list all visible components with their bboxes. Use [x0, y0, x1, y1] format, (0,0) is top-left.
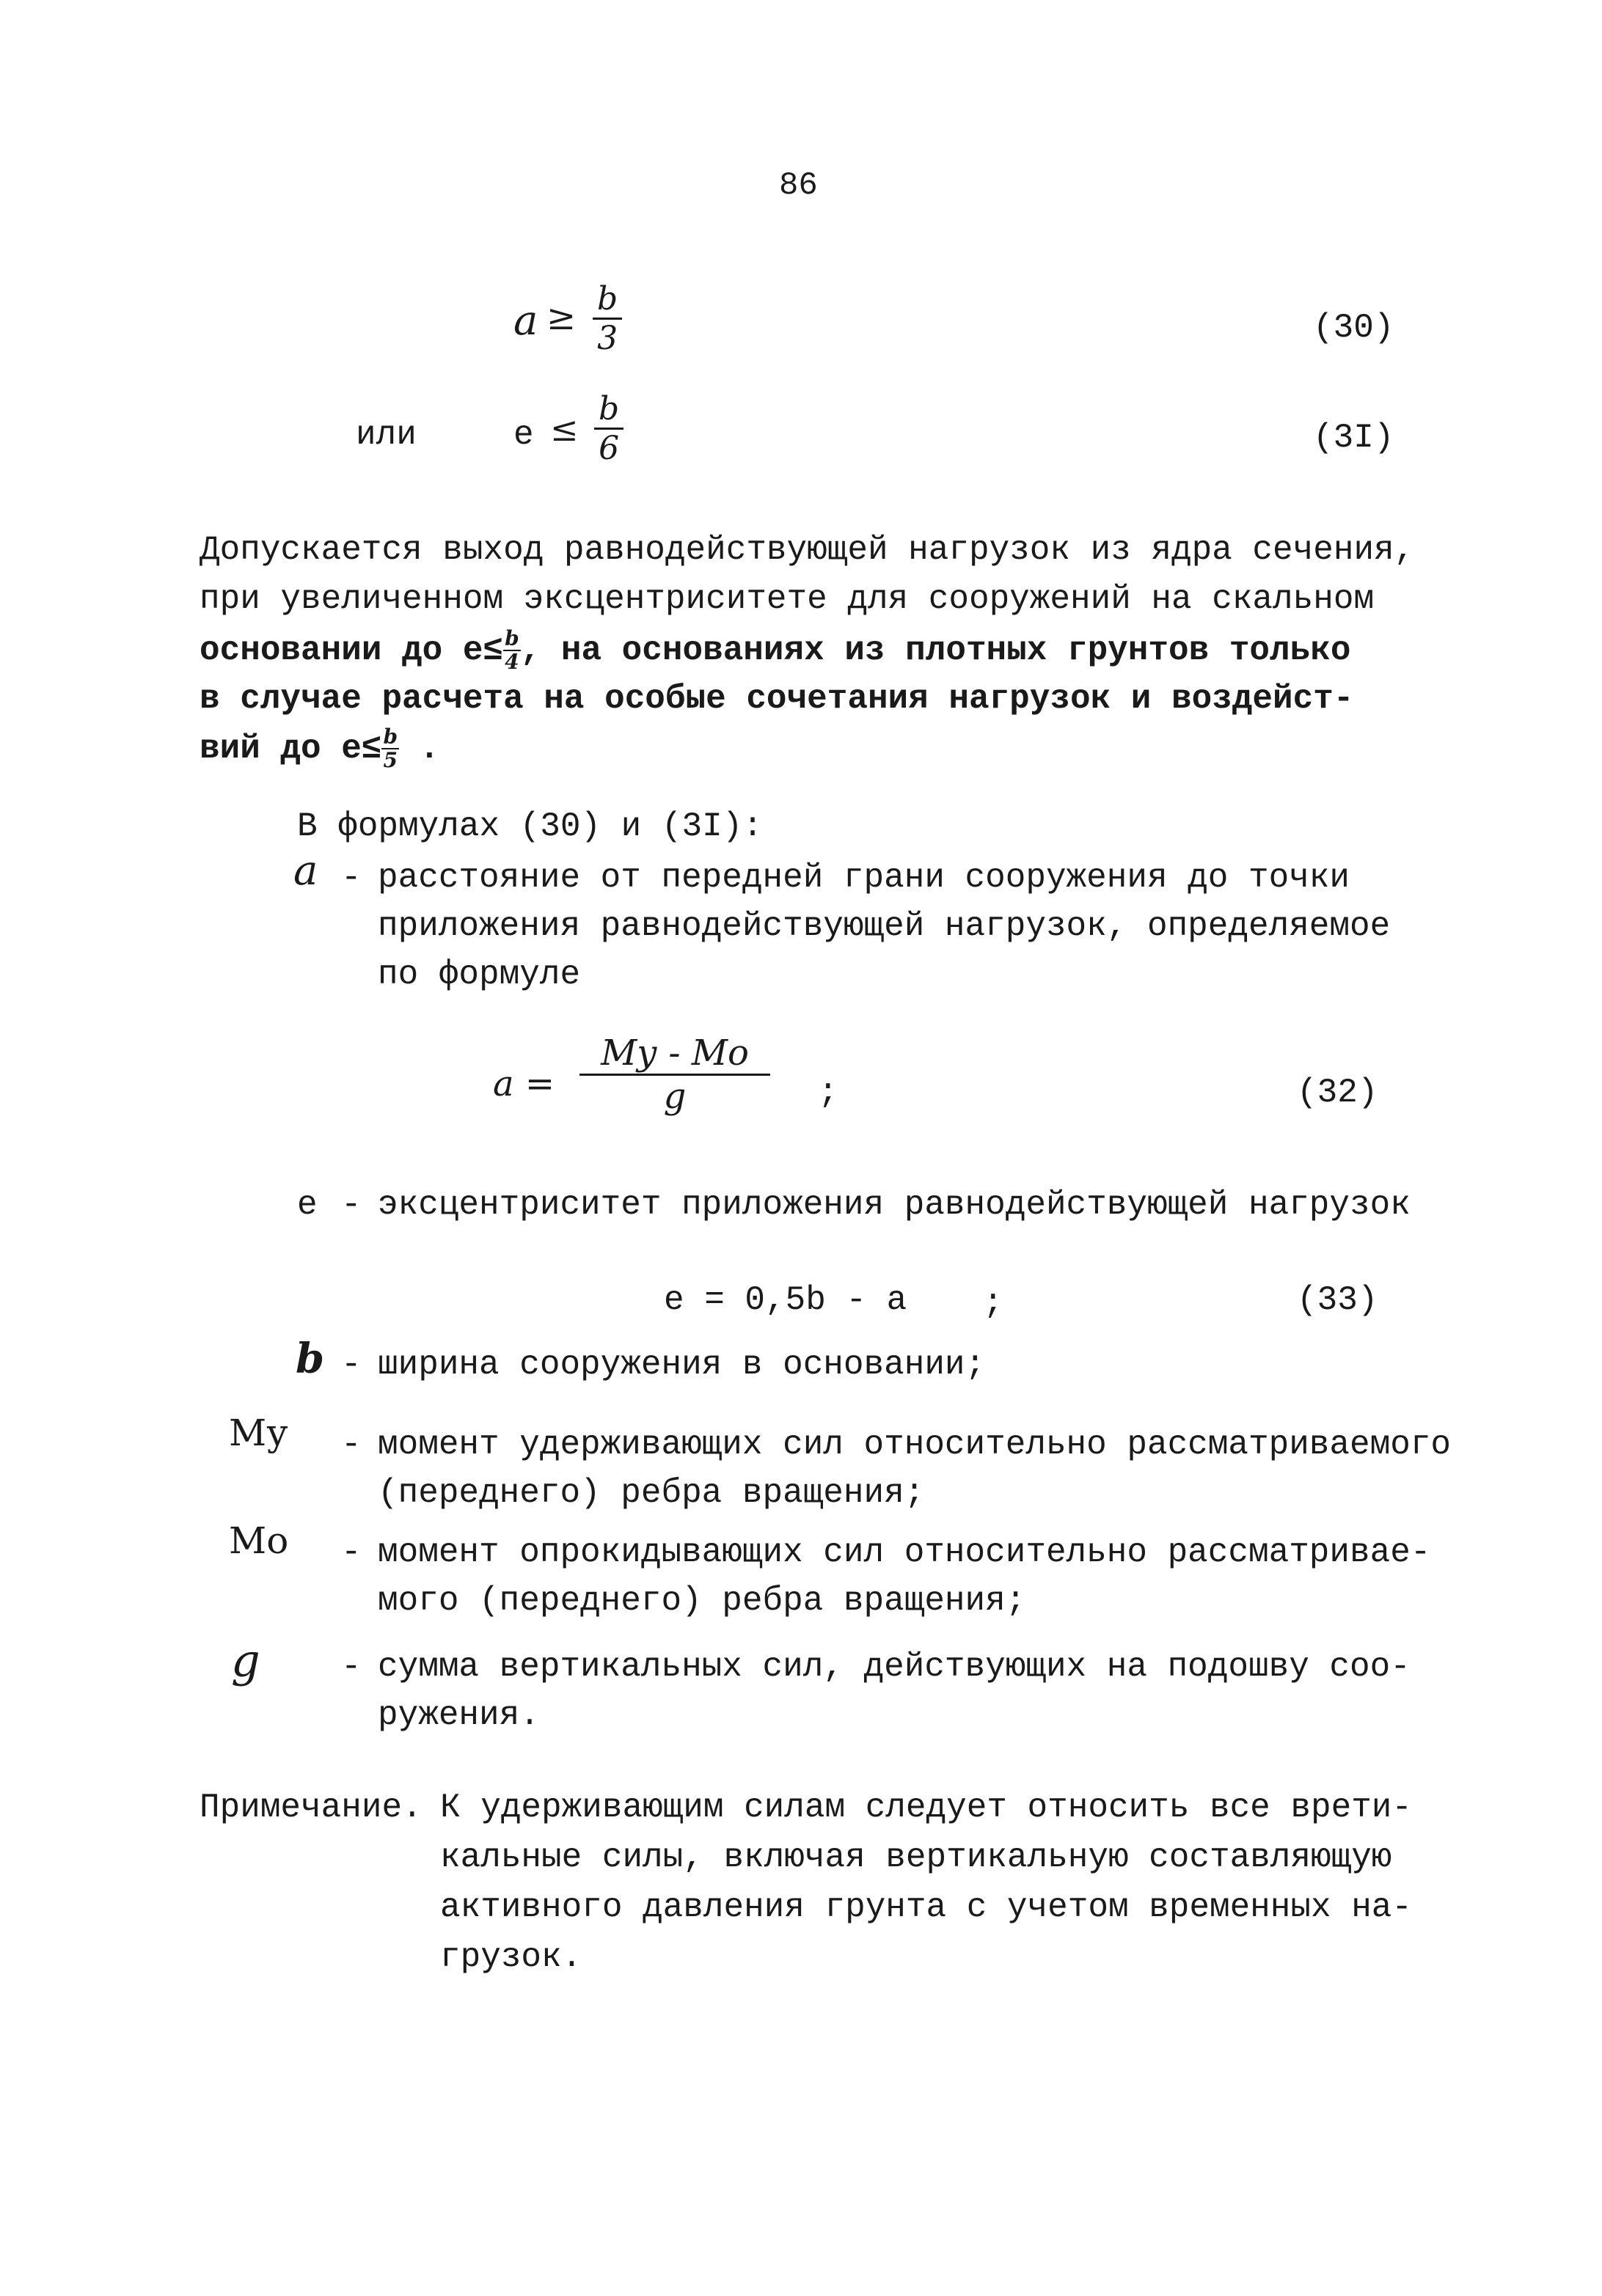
formula-31-fraction [594, 390, 623, 467]
definition-g-symbol: g [231, 1634, 260, 1687]
formula-32-denominator: g [663, 1076, 687, 1117]
definition-a-symbol: a [293, 847, 318, 895]
formula-33-tag: (33) [1297, 1281, 1378, 1319]
definition-e-dash: - [341, 1186, 362, 1224]
definition-g-dash: - [341, 1648, 362, 1686]
definition-mo-symbol: Mо [229, 1519, 289, 1562]
paragraph-line-2: при увеличенном эксцентриситете для сооружений на скальном [200, 580, 1375, 618]
definition-a-line-3: по формуле [378, 956, 581, 994]
formulas-intro: В формулах (30) и (3I): [297, 807, 763, 846]
paragraph-line-3-start: основании до e≤ [200, 631, 504, 670]
note-line-4: грузок. [440, 1938, 582, 1976]
formula-33-expression: e = 0,5b - a [664, 1281, 907, 1319]
note-label: Примечание. [200, 1789, 423, 1827]
formula-33-semicolon: ; [983, 1284, 1003, 1322]
note-line-3: активного давления грунта с учетом временных на- [440, 1888, 1413, 1926]
formula-32-tag: (32) [1297, 1074, 1378, 1112]
formula-32-numerator: Mу - Mо [579, 1033, 770, 1076]
definition-g-line-2: ружения. [378, 1696, 540, 1734]
definition-a-dash: - [341, 859, 362, 897]
note-line-1: К удерживающим силам следует относить все врети- [440, 1789, 1413, 1827]
definition-e-symbol: e [297, 1186, 318, 1224]
paragraph-line-3 [200, 625, 1350, 676]
paragraph-line-1: Допускается выход равнодействующей нагрузок из ядра сечения, [200, 531, 1415, 569]
definition-my-symbol: Mу [229, 1412, 288, 1454]
formula-31-lhs: e [513, 416, 534, 454]
formula-30-tag: (30) [1313, 309, 1394, 347]
definition-e-text: эксцентриситет приложения равнодействующей нагрузок [378, 1186, 1411, 1224]
formula-31-numerator: b [594, 390, 623, 430]
formula-30-fraction [593, 280, 622, 357]
definition-mo-dash: - [341, 1533, 362, 1571]
paragraph-line-4: в случае расчета на особые сочетания нагрузок и воздейст- [200, 680, 1354, 718]
formula-30-relation: ≥ [546, 297, 577, 338]
formula-31-relation: ≤ [550, 409, 579, 449]
note-line-2: кальные силы, включая вертикальную составляющую [440, 1838, 1392, 1877]
paragraph-line-3-end: , на основаниях из плотных грунтов только [520, 631, 1351, 670]
definition-g-line-1: сумма вертикальных сил, действующих на подошву соо- [378, 1648, 1411, 1686]
paragraph-line-5-denominator: 5 [383, 747, 398, 772]
definition-a-line-2: приложения равнодействующей нагрузок, определяемое [378, 907, 1391, 945]
paragraph-line-3-denominator: 4 [505, 649, 519, 674]
paragraph-line-5-end: . [399, 730, 440, 768]
formula-30-lhs: a [513, 297, 538, 345]
definition-mo-line-2: мого (переднего) ребра вращения; [378, 1582, 1026, 1620]
paragraph-line-3-numerator: b [505, 626, 519, 650]
paragraph-line-5-numerator: b [383, 724, 398, 749]
definition-b-dash: - [341, 1346, 362, 1384]
definition-mo-line-1: момент опрокидывающих сил относительно рассматривае- [378, 1533, 1431, 1571]
paragraph-line-5-fraction [381, 726, 399, 771]
definition-my-line-1: момент удерживающих сил относительно рассматриваемого [378, 1426, 1452, 1464]
formula-31-tag: (3I) [1313, 419, 1394, 457]
formula-30-denominator: 3 [597, 320, 618, 357]
formula-32-semicolon: ; [818, 1074, 838, 1112]
definition-a-line-1: расстояние от передней грани сооружения до точки [378, 859, 1350, 897]
page-number: 86 [779, 167, 818, 204]
definition-my-dash: - [341, 1426, 362, 1464]
definition-b-text: ширина сооружения в основании; [378, 1346, 986, 1384]
paragraph-line-3-fraction [503, 628, 521, 673]
formula-31-denominator: 6 [599, 430, 620, 467]
definition-my-line-2: (переднего) ребра вращения; [378, 1474, 925, 1512]
formula-31-prefix: или [356, 416, 417, 454]
paragraph-line-5-start: вий до e≤ [200, 730, 382, 768]
formula-30-numerator: b [593, 280, 622, 320]
paragraph-line-5 [200, 723, 439, 774]
formula-32-fraction [579, 1033, 770, 1117]
definition-b-symbol: b [296, 1335, 325, 1383]
formula-32-lhs: a = [493, 1063, 555, 1104]
